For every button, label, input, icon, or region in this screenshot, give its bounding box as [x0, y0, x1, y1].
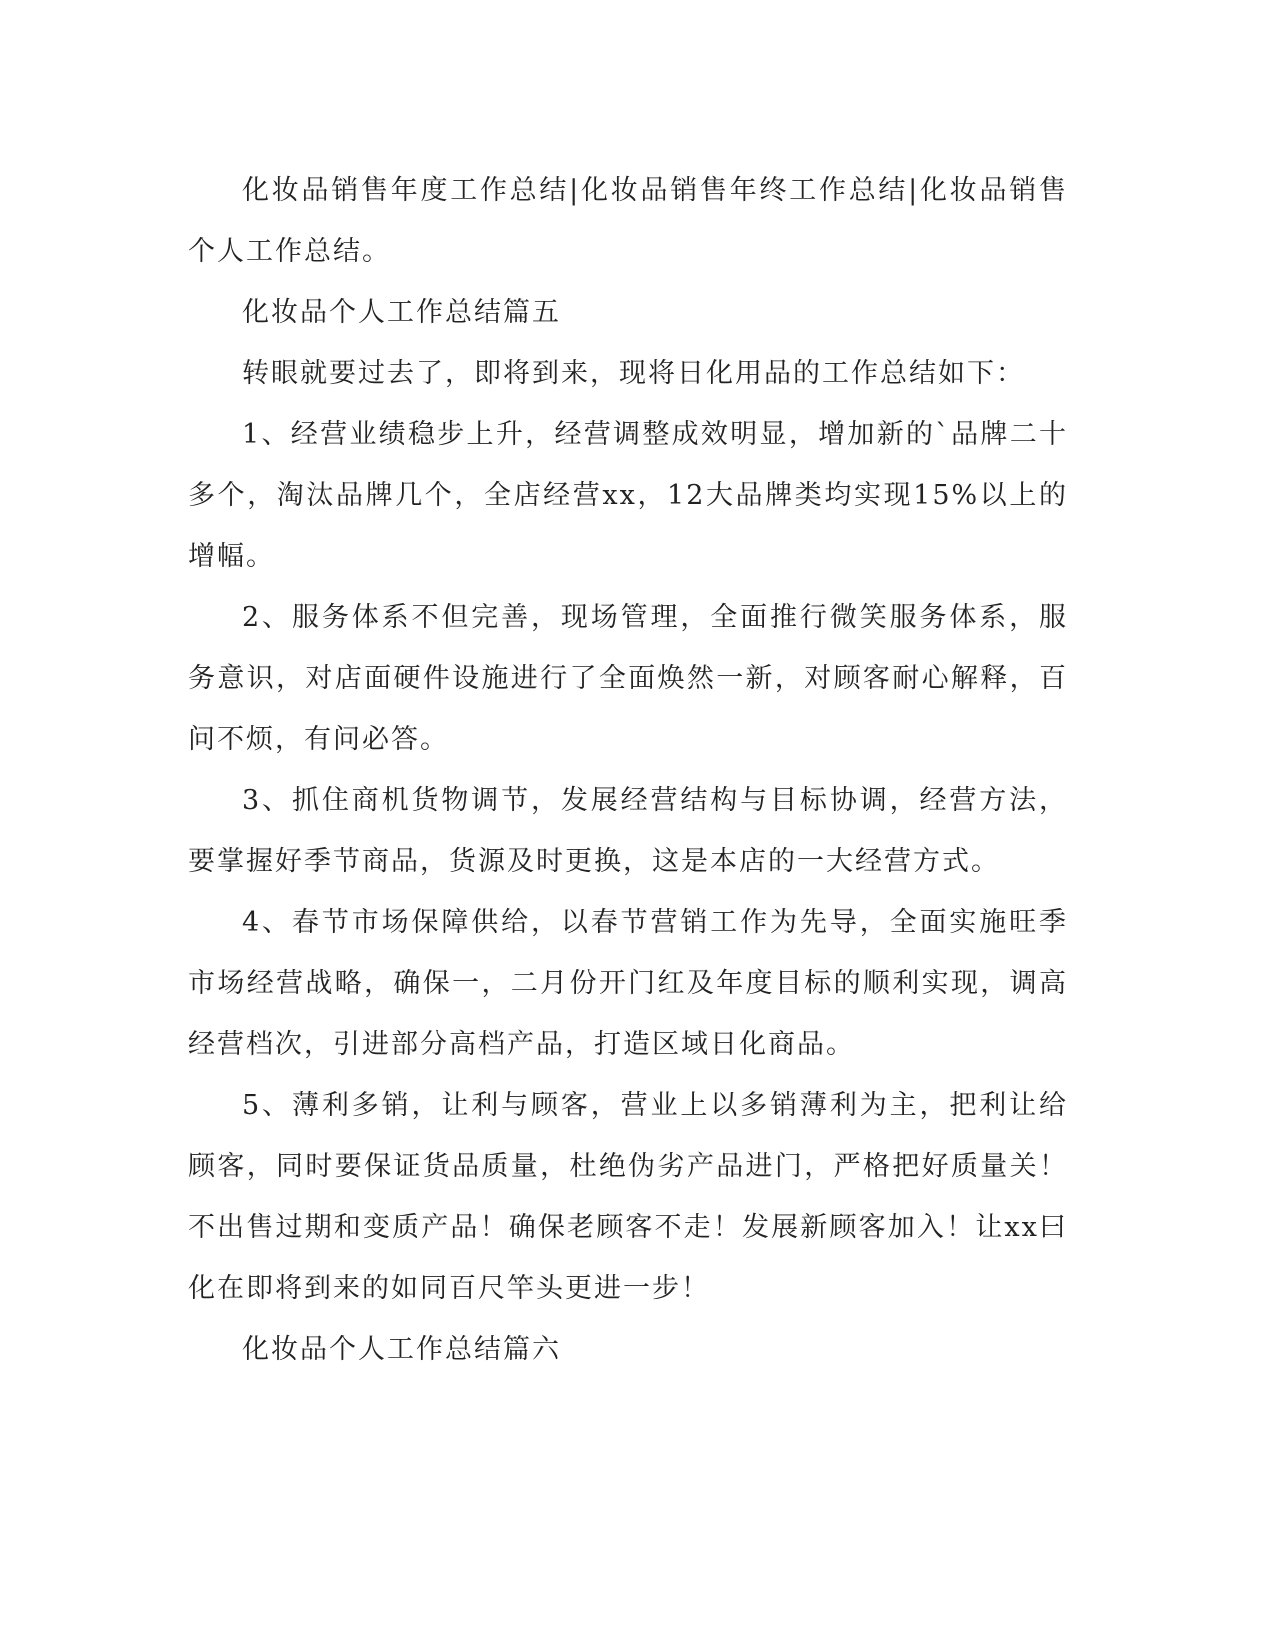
paragraph-item-1: 1、经营业绩稳步上升，经营调整成效明显，增加新的`品牌二十多个，淘汰品牌几个，全店经营xx，12大品牌类均实现15%以上的增幅。	[188, 419, 1068, 572]
paragraph-opening: 转眼就要过去了，即将到来，现将日化用品的工作总结如下：	[242, 358, 1025, 389]
paragraph-intro: 化妆品销售年度工作总结|化妆品销售年终工作总结|化妆品销售个人工作总结。	[188, 175, 1068, 267]
paragraph-item-3: 3、抓住商机货物调节，发展经营结构与目标协调，经营方法，要掌握好季节商品，货源及时更换，这是本店的一大经营方式。	[188, 785, 1068, 877]
paragraph-item-5: 5、薄利多销，让利与顾客，营业上以多销薄利为主，把利让给顾客，同时要保证货品质量，杜绝伪劣产品进门，严格把好质量关！不出售过期和变质产品！确保老顾客不走！发展新顾客加入！让xx曰化在即将到来的如同百尺竿头更进一步！	[188, 1090, 1068, 1304]
paragraph-item-4: 4、春节市场保障供给，以春节营销工作为先导，全面实施旺季市场经营战略，确保一，二月份开门红及年度目标的顺利实现，调高经营档次，引进部分高档产品，打造区域日化商品。	[188, 907, 1068, 1060]
document-body	[188, 160, 1068, 1380]
section-heading-five: 化妆品个人工作总结篇五	[242, 297, 561, 328]
paragraph-item-2: 2、服务体系不但完善，现场管理，全面推行微笑服务体系，服务意识，对店面硬件设施进行了全面焕然一新，对顾客耐心解释，百问不烦，有问必答。	[188, 602, 1068, 755]
section-heading-six: 化妆品个人工作总结篇六	[242, 1334, 561, 1365]
